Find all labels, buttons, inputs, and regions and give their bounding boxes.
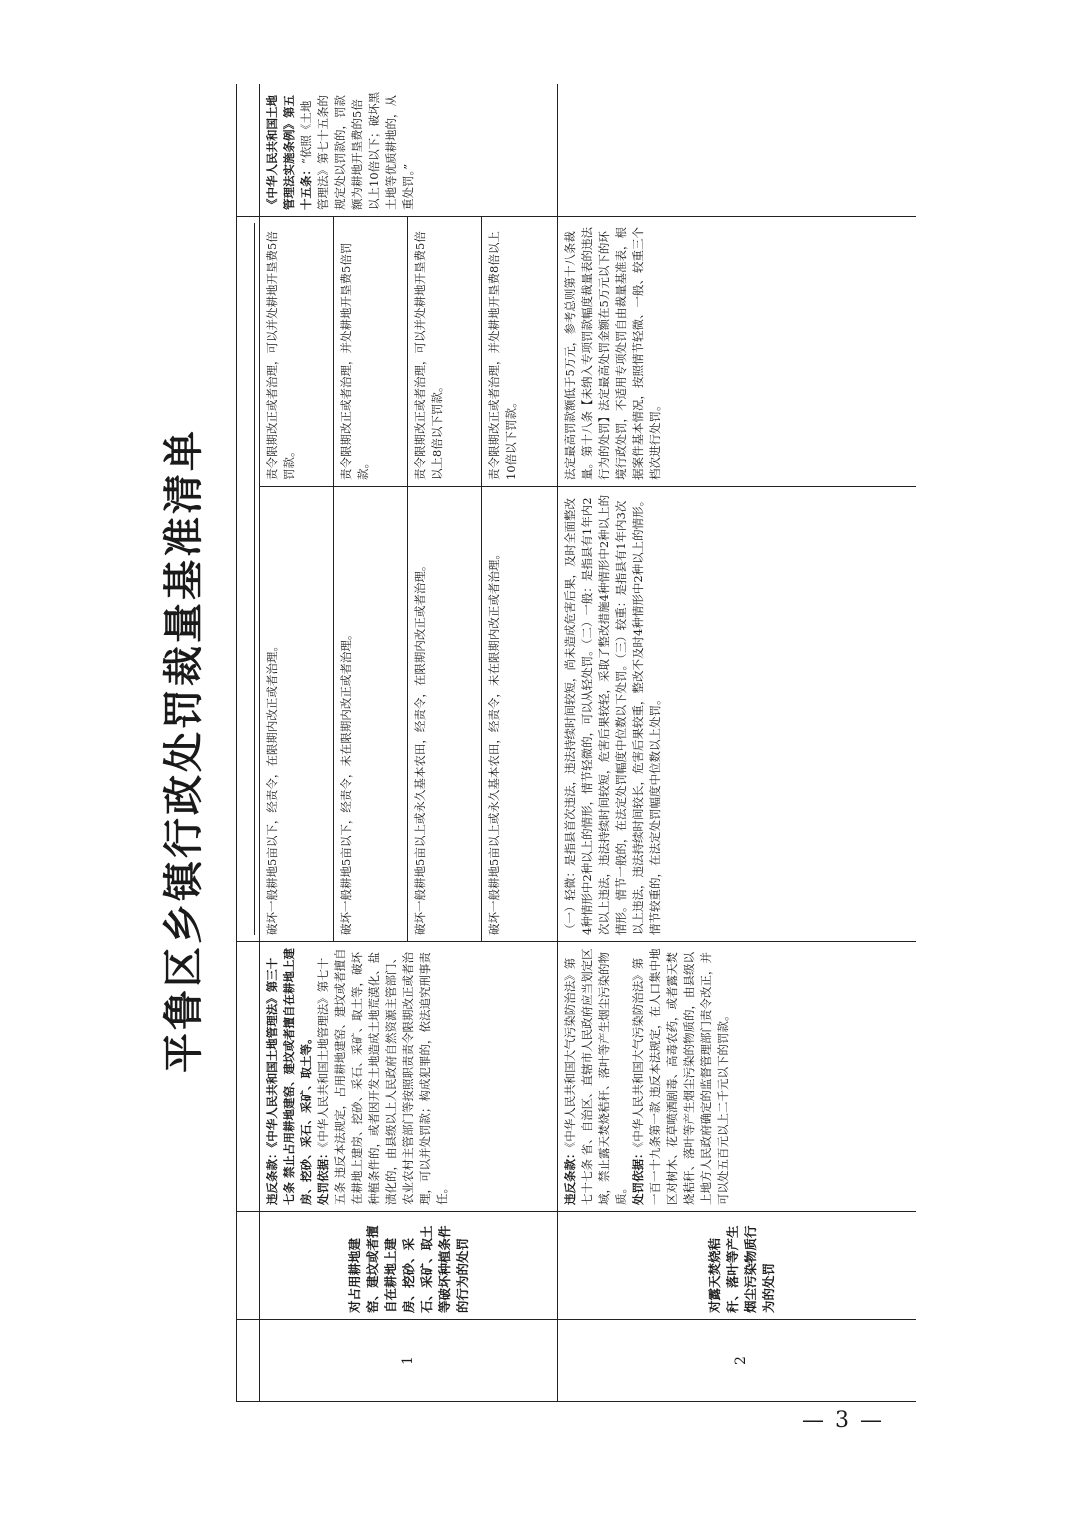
row1-violation-text: 《中华人民共和国土地管理法》第三十七条 禁止占用耕地建窑、建坟或者擅自在耕地上建房、挖砂、采石、采矿、取土等。 [265,947,313,1205]
row1-standard-1: 责令限期改正或者治理，可以并处耕地开垦费5倍罚款。 [260,217,334,487]
row1-penalty-label: 处罚依据： [316,1147,330,1205]
row1-standard-3: 责令限期改正或者治理，可以并处耕地开垦费5倍以上8倍以下罚款。 [408,217,482,487]
header-cell-notes [237,84,260,217]
row2-violation-text: 《中华人民共和国大气污染防治法》第七十七条 省、自治区、直辖市人民政府应当划定区域，禁止露天焚烧秸秆、落叶等产生烟尘污染的物质。 [563,948,628,1205]
table-header-row [237,84,260,1402]
header-cell-item [237,1212,260,1320]
table-row [558,84,917,1402]
row1-basis [260,942,558,1212]
page-title [140,427,220,1073]
header-cell-basis [237,942,260,1212]
table-row [260,84,334,1402]
row1-standard-4: 责令限期改正或者治理，并处耕地开垦费8倍以上10倍以下罚款。 [482,217,558,487]
penalty-table [236,84,916,1402]
row1-standard-2: 责令限期改正或者治理，并处耕地开垦费5倍罚款。 [334,217,408,487]
row2-item: 对露天焚烧秸秆、落叶等产生烟尘污染物质行为的处罚 [558,1212,917,1320]
row1-notes [260,84,558,217]
row1-number: 1 [260,1320,558,1402]
row1-violation-label: 违反条款： [265,1147,279,1205]
row2-violation-label: 违反条款： [563,1147,577,1205]
row1-circumstance-4: 破坏一般耕地5亩以上或永久基本农田，经责令，未在限期内改正或者治理。 [482,487,558,942]
row1-item: 对占用耕地建窑、建坟或者擅自在耕地上建房、挖砂、采石、采矿、取土等破坏种植条件的行为的处罚 [260,1212,558,1320]
row2-notes [558,84,917,217]
row1-notes-label: 《中华人民共和国土地管理法实施条例》第五十五条： [265,95,313,210]
row2-penalty-text: 《中华人民共和国大气污染防治法》第一百一十九条第一款 违反本法规定，在人口集中地区对树木、花草喷洒剧毒、高毒农药，或者露天焚烧秸秆、落叶等产生烟尘污染的物质的，由县级以上地方人民政府确定的监督管理部门责令改正，并可以处五百元以上二千元以下的罚款。 [631,948,730,1205]
header-cell-standards [237,217,260,942]
row1-penalty-text: 《中华人民共和国土地管理法》第七十五条 违反本法规定，占用耕地建窑、建坟或者擅自在耕地上建房、挖砂、采石、采矿、取土等，破坏种植条件的，或者因开发土地造成土地荒漠化、盐渍化的，由县级以上人民政府自然资源主管部门、农业农村主管部门等按照职责责令限期改正或者治理，可以并处罚款；构成犯罪的，依法追究刑事责任。 [316,948,449,1205]
header-cell-no [237,1320,260,1402]
row2-standard: 法定最高罚款额低于5万元，参考总则第十八条裁量。第十八条【未纳入专项罚款幅度裁量表的违法行为的处罚】法定最高处罚金额在5万元以下的环境行政处罚，不适用专项处罚自由裁量基准表，根据案件基本情况，按照情节轻微、一般、较重三个档次进行处罚。 [558,217,917,487]
row2-basis [558,942,917,1212]
row1-circumstance-3: 破坏一般耕地5亩以上或永久基本农田，经责令，在限期内改正或者治理。 [408,487,482,942]
row1-circumstance-1: 破坏一般耕地5亩以下，经责令，在限期内改正或者治理。 [260,487,334,942]
row1-circumstance-2: 破坏一般耕地5亩以下，经责令，未在限期内改正或者治理。 [334,487,408,942]
penalty-table-frame [236,84,916,1402]
row2-penalty-label: 处罚依据： [631,1147,645,1205]
row1-notes-text: “依照《土地管理法》第七十五条的规定处以罚款的，罚款额为耕地开垦费的5倍以上10倍以下；破坏黑土地等优质耕地的，从重处罚。” [299,91,415,210]
page-number: — 3 — [802,1408,884,1433]
row2-number: 2 [558,1320,917,1402]
row2-circumstance: （一）轻微：是指县首次违法，违法持续时间较短，尚未造成危害后果，及时全面整改4种情形中2种以上的情形，情节轻微的，可以从轻处罚。（二）一般：是指县有1年内2次以上违法，违法持续时间较短，危害后果较轻，采取了整改措施4种情形中2种以上的情形。情节一般的，在法定处罚幅度中位数以下处罚。（三）较重：是指县有1年内3次以上违法，违法持续时间较长，危害后果较重，整改不及时4种情形中2种以上的情形。情节较重的，在法定处罚幅度中位数以上处罚。 [558,487,917,942]
page-title-text: 平鲁区乡镇行政处罚裁量基准清单 [159,427,207,1073]
